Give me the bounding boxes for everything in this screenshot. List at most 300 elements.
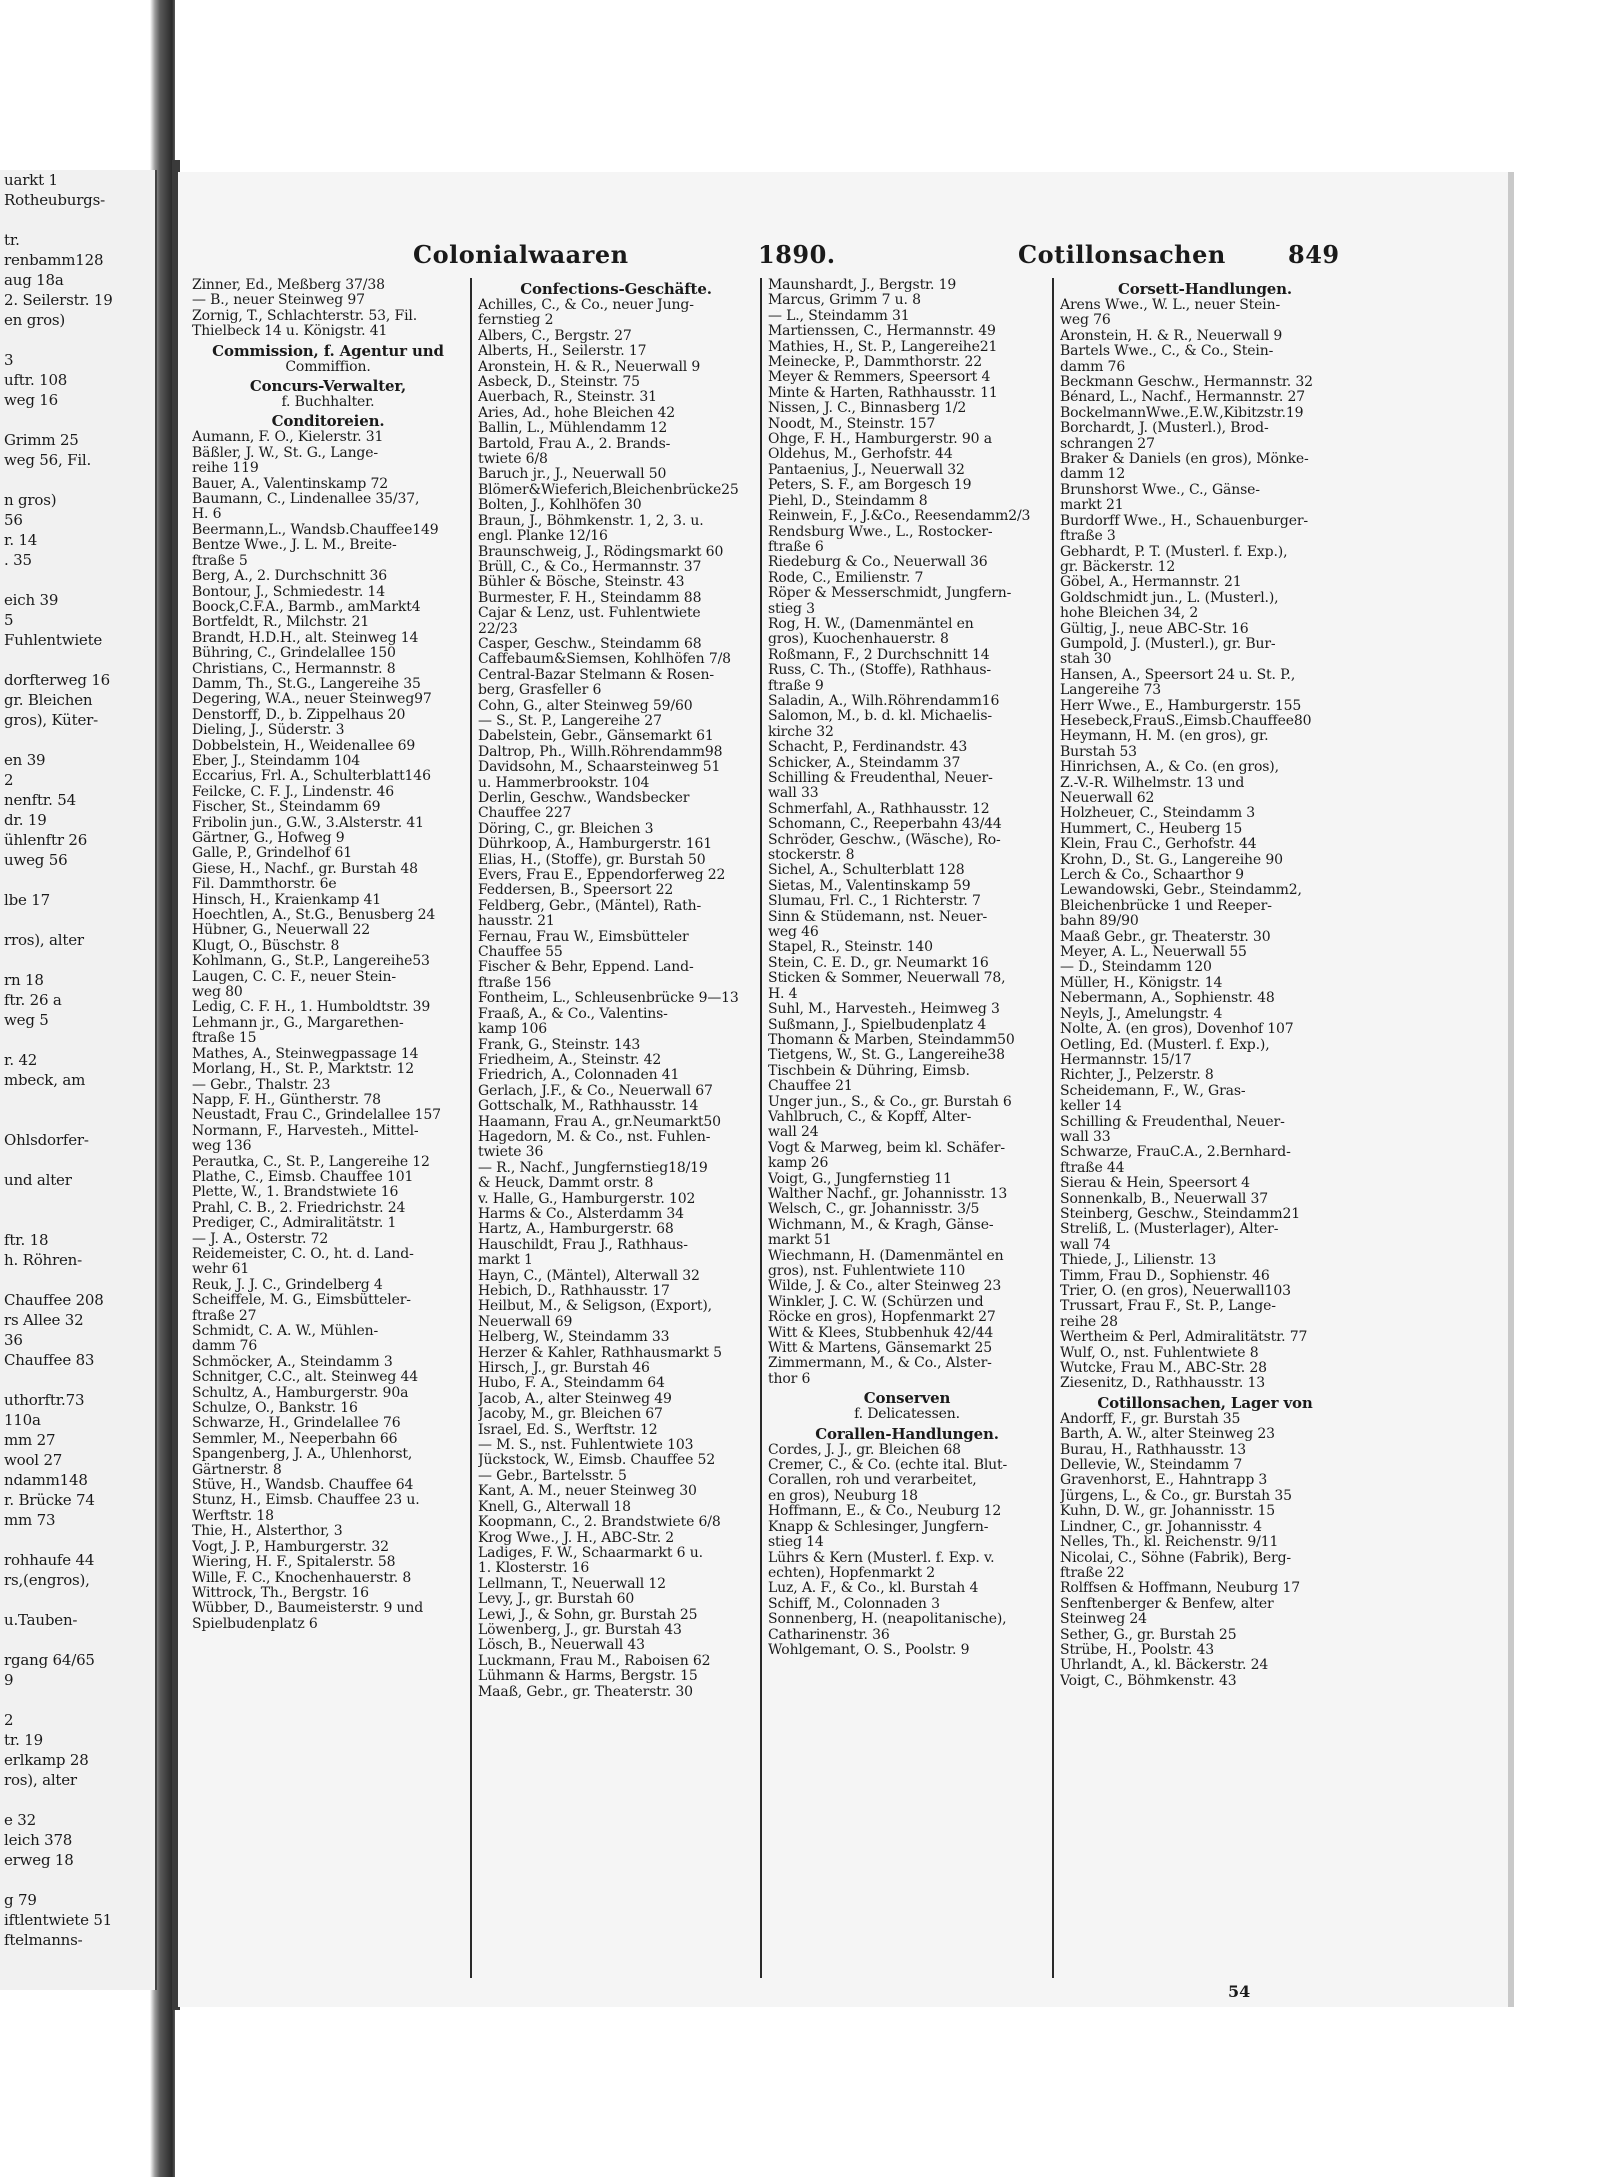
directory-entry: BockelmannWwe.,E.W.,Kibitzstr.19 (1060, 405, 1304, 421)
directory-entry: Russ, C. Th., (Stoffe), Rathhaus- (768, 663, 991, 679)
directory-entry: echten), Hopfenmarkt 2 (768, 1565, 935, 1581)
directory-entry: Eccarius, Frl. A., Schulterblatt146 (192, 769, 431, 785)
directory-entry: Degering, W.A., neuer Steinweg97 (192, 692, 432, 708)
left-page-fragment (0, 170, 157, 1990)
left-page-line: 110a (4, 1411, 41, 1429)
directory-entry: Rog, H. W., (Damenmäntel en (768, 616, 974, 632)
left-page-line: lbe 17 (4, 891, 50, 909)
directory-entry: Wübber, D., Baumeisterstr. 9 und (192, 1601, 424, 1617)
left-page-line (0, 1090, 155, 1110)
directory-entry: Oetling, Ed. (Musterl. f. Exp.), (1060, 1037, 1270, 1053)
directory-entry: Brunshorst Wwe., C., Gänse- (1060, 482, 1260, 498)
directory-entry: Frank, G., Steinstr. 143 (478, 1037, 641, 1053)
directory-entry: Spielbudenplatz 6 (192, 1616, 318, 1632)
header-year: 1890. (758, 240, 836, 269)
directory-entry: Sußmann, J., Spielbudenplatz 4 (768, 1017, 987, 1033)
directory-entry: Steinweg 24 (1060, 1612, 1147, 1628)
directory-entry: Thomann & Marben, Steindamm50 (768, 1032, 1015, 1048)
directory-entry: Sticken & Sommer, Neuerwall 78, (768, 971, 1006, 987)
directory-entry: Gravenhorst, E., Hahntrapp 3 (1060, 1473, 1268, 1489)
directory-entry: Schiff, M., Colonnaden 3 (768, 1596, 940, 1612)
directory-entry: Schicker, A., Steindamm 37 (768, 755, 961, 771)
left-page-line: 5 (4, 611, 14, 629)
directory-entry: Schwarze, FrauC.A., 2.Bernhard- (1060, 1145, 1291, 1161)
directory-entry: gr. Bäckerstr. 12 (1060, 559, 1176, 575)
directory-entry: Bühler & Bösche, Steinstr. 43 (478, 575, 685, 591)
directory-entry: Döring, C., gr. Bleichen 3 (478, 821, 654, 837)
directory-entry: Wittrock, Th., Bergstr. 16 (192, 1585, 369, 1601)
directory-entry: Helberg, W., Steindamm 33 (478, 1330, 670, 1346)
left-page-line: aug 18a (4, 271, 64, 289)
left-page-line: rs,(engros), (4, 1571, 90, 1589)
header-right-title: Cotillonsachen (1018, 240, 1226, 269)
directory-entry: Bolten, J., Kohlhöfen 30 (478, 498, 642, 514)
directory-entry: Zinner, Ed., Meßberg 37/38 (192, 278, 385, 293)
directory-entry: Kant, A. M., neuer Steinweg 30 (478, 1484, 697, 1500)
directory-entry: Sonnenkalb, B., Neuerwall 37 (1060, 1191, 1269, 1207)
left-page-line: weg 16 (4, 391, 58, 409)
directory-entry: Normann, F., Harvesteh., Mittel- (192, 1123, 419, 1139)
left-page-line: mm 73 (4, 1511, 56, 1529)
directory-entry: Lewi, J., & Sohn, gr. Burstah 25 (478, 1607, 698, 1623)
directory-entry: wall 24 (768, 1125, 819, 1141)
directory-entry: Burstah 53 (1060, 744, 1137, 760)
directory-entry: Lehmann jr., G., Margarethen- (192, 1015, 404, 1031)
left-page-line (0, 570, 155, 590)
directory-entry: — L., Steindamm 31 (768, 308, 910, 324)
left-page-line (0, 1150, 155, 1170)
directory-entry: Witt & Klees, Stubbenhuk 42/44 (768, 1325, 994, 1341)
directory-entry: Aronstein, H. & R., Neuerwall 9 (1060, 328, 1283, 344)
left-page-line: uweg 56 (4, 851, 68, 869)
directory-entry: Brüll, C., & Co., Hermannstr. 37 (478, 559, 702, 575)
directory-entry: Gumpold, J. (Musterl.), gr. Bur- (1060, 636, 1276, 652)
directory-entry: Perautka, C., St. P., Langereihe 12 (192, 1154, 430, 1170)
directory-entry: Gärtnerstr. 8 (192, 1462, 282, 1478)
left-page-line: mm 27 (4, 1431, 56, 1449)
directory-entry: Semmler, M., Neeperbahn 66 (192, 1431, 398, 1447)
directory-entry: Langereihe 73 (1060, 683, 1161, 699)
directory-entry: Jacoby, M., gr. Bleichen 67 (478, 1407, 663, 1423)
directory-entry: Maunshardt, J., Bergstr. 19 (768, 278, 957, 293)
directory-entry: Braun, J., Böhmkenstr. 1, 2, 3. u. (478, 513, 704, 529)
directory-entry: Oldehus, M., Gerhofstr. 44 (768, 447, 953, 463)
directory-entry: Dellevie, W., Steindamm 7 (1060, 1458, 1243, 1474)
directory-entry: Mathies, H., St. P., Langereihe21 (768, 339, 998, 355)
directory-entry: Chauffee 55 (478, 945, 563, 961)
left-page-line (0, 950, 155, 970)
directory-entry: damm 76 (192, 1339, 258, 1355)
directory-entry: Timm, Frau D., Sophienstr. 46 (1060, 1268, 1270, 1284)
directory-entry: Asbeck, D., Steinstr. 75 (478, 375, 640, 391)
left-page-line: uthorftr.73 (4, 1391, 85, 1409)
directory-entry: Wulf, O., nst. Fuhlentwiete 8 (1060, 1345, 1259, 1361)
directory-entry: — S., St. P., Langereihe 27 (478, 713, 662, 729)
directory-entry: Bartold, Frau A., 2. Brands- (478, 436, 671, 452)
directory-entry: Plette, W., 1. Brandstwiete 16 (192, 1185, 399, 1201)
directory-entry: fernstieg 2 (478, 313, 554, 329)
directory-entry: Beermann,L., Wandsb.Chauffee149 (192, 522, 439, 538)
directory-entry: Reidemeister, C. O., ht. d. Land- (192, 1246, 414, 1262)
directory-entry: Krog Wwe., J. H., ABC-Str. 2 (478, 1530, 675, 1546)
directory-entry: Rendsburg Wwe., L., Rostocker- (768, 524, 993, 540)
directory-entry: Evers, Frau E., Eppendorferweg 22 (478, 868, 726, 884)
section-crossref: f. Buchhalter. (281, 394, 375, 411)
directory-column-2 (478, 278, 754, 1700)
left-page-line: nenftr. 54 (4, 791, 76, 809)
directory-entry: ftraße 44 (1060, 1160, 1125, 1176)
left-page-line: e 32 (4, 1811, 36, 1829)
section-crossref: Commiffion. (285, 358, 371, 375)
directory-entry: Hagedorn, M. & Co., nst. Fuhlen- (478, 1129, 711, 1145)
directory-entry: Hinrichsen, A., & Co. (en gros), (1060, 760, 1279, 776)
left-page-line: rn 18 (4, 971, 44, 989)
directory-entry: Voigt, C., Böhmkenstr. 43 (1060, 1673, 1237, 1689)
directory-entry: markt 51 (768, 1233, 832, 1249)
directory-entry: bahn 89/90 (1060, 914, 1139, 930)
directory-entry: Martienssen, C., Hermannstr. 49 (768, 324, 996, 340)
directory-entry: Ladiges, F. W., Schaarmarkt 6 u. (478, 1545, 703, 1561)
directory-entry: Riedeburg & Co., Neuerwall 36 (768, 555, 988, 571)
directory-entry: Casper, Geschw., Steindamm 68 (478, 636, 702, 652)
left-page-line: renbamm128 (4, 251, 104, 269)
directory-entry: damm 76 (1060, 359, 1126, 375)
left-page-line (0, 1210, 155, 1230)
left-page-line: eich 39 (4, 591, 59, 609)
section-heading: Concurs-Verwalter, (249, 377, 407, 396)
directory-entry: Röper & Messerschmidt, Jungfern- (768, 586, 1012, 602)
directory-entry: Baruch jr., J., Neuerwall 50 (478, 467, 667, 483)
directory-entry: Uhrlandt, A., kl. Bäckerstr. 24 (1060, 1658, 1269, 1674)
directory-entry: Walther Nachf., gr. Johannisstr. 13 (768, 1186, 1008, 1202)
directory-entry: Noodt, M., Steinstr. 157 (768, 416, 936, 432)
directory-entry: weg 76 (1060, 313, 1111, 329)
left-page-line (0, 470, 155, 490)
left-page-line: rros), alter (4, 931, 84, 949)
directory-entry: Daltrop, Ph., Willh.Röhrendamm98 (478, 744, 723, 760)
directory-entry: Schnitger, C.C., alt. Steinweg 44 (192, 1370, 418, 1386)
left-page-line: tr. (4, 231, 20, 249)
directory-entry: Haamann, Frau A., gr.Neumarkt50 (478, 1114, 721, 1130)
section-heading: Conditoreien. (271, 412, 385, 431)
directory-entry: Braunschweig, J., Rödingsmarkt 60 (478, 544, 724, 560)
column-rule (760, 278, 762, 1978)
directory-entry: Friedrich, A., Colonnaden 41 (478, 1068, 680, 1084)
left-page-line (0, 1370, 155, 1390)
left-page-line: Grimm 25 (4, 431, 79, 449)
left-page-line: rohhaufe 44 (4, 1551, 95, 1569)
signature-mark: 54 (1228, 1982, 1251, 2001)
left-page-line: erweg 18 (4, 1851, 74, 1869)
directory-entry: twiete 6/8 (478, 452, 548, 468)
directory-entry: Knell, G., Alterwall 18 (478, 1499, 631, 1515)
directory-entry: Klein, Frau C., Gerhofstr. 44 (1060, 837, 1257, 853)
directory-entry: Aries, Ad., hohe Bleichen 42 (478, 405, 676, 421)
directory-entry: wall 74 (1060, 1237, 1111, 1253)
directory-entry: Andorff, F., gr. Burstah 35 (1060, 1411, 1241, 1427)
directory-entry: Fraaß, A., & Co., Valentins- (478, 1006, 668, 1022)
directory-entry: en gros), Neuburg 18 (768, 1488, 918, 1504)
left-page-line: en 39 (4, 751, 46, 769)
left-page-line: weg 56, Fil. (4, 451, 92, 469)
directory-entry: Prahl, C. B., 2. Friedrichstr. 24 (192, 1200, 406, 1216)
left-page-line: ftr. 26 a (4, 991, 62, 1009)
directory-entry: Bleichenbrücke 1 und Reeper- (1060, 898, 1272, 914)
left-page-line (0, 1530, 155, 1550)
directory-entry: Burau, H., Rathhausstr. 13 (1060, 1442, 1247, 1458)
directory-entry: Werftstr. 18 (192, 1508, 274, 1524)
directory-entry: Davidsohn, M., Schaarsteinweg 51 (478, 760, 721, 776)
directory-entry: Bénard, L., Nachf., Hermannstr. 27 (1060, 390, 1306, 406)
directory-entry: Holzheuer, C., Steindamm 3 (1060, 806, 1256, 822)
directory-entry: stah 30 (1060, 652, 1112, 668)
directory-entry: Tischbein & Dühring, Eimsb. (768, 1063, 970, 1079)
directory-entry: Blömer&Wieferich,Bleichenbrücke25 (478, 482, 739, 498)
directory-entry: Lösch, B., Neuerwall 43 (478, 1638, 645, 1654)
left-page-line: Chauffee 83 (4, 1351, 95, 1369)
directory-entry: Bontour, J., Schmiedestr. 14 (192, 584, 385, 600)
directory-entry: ftraße 156 (478, 975, 552, 991)
directory-entry: wall 33 (768, 786, 819, 802)
directory-entry: Gebhardt, P. T. (Musterl. f. Exp.), (1060, 544, 1288, 560)
directory-entry: Hubo, F. A., Steindamm 64 (478, 1376, 665, 1392)
directory-entry: Herzer & Kahler, Rathhausmarkt 5 (478, 1345, 722, 1361)
directory-entry: Trier, O. (en gros), Neuerwall103 (1060, 1284, 1291, 1299)
directory-entry: Pantaenius, J., Neuerwall 32 (768, 462, 965, 478)
left-page-line: n gros) (4, 491, 57, 509)
directory-entry: Berg, A., 2. Durchschnitt 36 (192, 569, 388, 585)
directory-entry: Hübner, G., Neuerwall 22 (192, 923, 371, 939)
directory-entry: Vogt & Marweg, beim kl. Schäfer- (768, 1140, 1005, 1156)
directory-entry: Schacht, P., Ferdinandstr. 43 (768, 740, 968, 756)
directory-entry: Wohlgemant, O. S., Poolstr. 9 (768, 1642, 970, 1658)
directory-entry: — J. A., Osterstr. 72 (192, 1231, 329, 1247)
directory-entry: Jürgens, L., & Co., gr. Burstah 35 (1060, 1488, 1292, 1504)
directory-entry: Slumau, Frl. C., 1 Richterstr. 7 (768, 894, 981, 910)
directory-entry: Eber, J., Steindamm 104 (192, 753, 360, 769)
directory-entry: Hebich, D., Rathhausstr. 17 (478, 1284, 670, 1299)
directory-entry: Giese, H., Nachf., gr. Burstah 48 (192, 861, 418, 877)
directory-entry: Aronstein, H. & R., Neuerwall 9 (478, 359, 701, 375)
directory-entry: Chauffee 227 (478, 806, 572, 822)
directory-entry: Heymann, H. M. (en gros), gr. (1060, 729, 1269, 745)
left-page-line: r. 42 (4, 1051, 38, 1069)
left-page-line (0, 210, 155, 230)
directory-entry: Vahlbruch, C., & Kopff, Alter- (768, 1109, 972, 1125)
directory-entry: wall 33 (1060, 1129, 1111, 1145)
directory-entry: markt 1 (478, 1253, 533, 1269)
directory-entry: Hansen, A., Speersort 24 u. St. P., (1060, 667, 1296, 683)
directory-entry: Wille, F. C., Knochenhauerstr. 8 (192, 1570, 412, 1586)
left-page-line: ros), alter (4, 1771, 77, 1789)
directory-entry: Lerch & Co., Schaarthor 9 (1060, 868, 1244, 884)
directory-entry: Scheidemann, F., W., Gras- (1060, 1083, 1246, 1099)
directory-entry: Central-Bazar Stelmann & Rosen- (478, 667, 714, 683)
directory-entry: Peters, S. F., am Borgesch 19 (768, 478, 972, 494)
directory-entry: Cordes, J. J., gr. Bleichen 68 (768, 1442, 961, 1458)
directory-entry: stieg 14 (768, 1535, 824, 1551)
directory-entry: Jückstock, W., Eimsb. Chauffee 52 (478, 1453, 716, 1469)
directory-entry: Galle, P., Grindelhof 61 (192, 846, 352, 862)
column-rule (1052, 278, 1054, 1978)
directory-entry: Bäßler, J. W., St. G., Lange- (192, 445, 378, 461)
directory-entry: keller 14 (1060, 1099, 1122, 1115)
left-page-line: en gros) (4, 311, 66, 329)
directory-entry: Heilbut, M., & Seligson, (Export), (478, 1299, 712, 1315)
directory-entry: Stunz, H., Eimsb. Chauffee 23 u. (192, 1493, 420, 1509)
directory-entry: v. Halle, G., Hamburgerstr. 102 (478, 1191, 696, 1207)
directory-entry: Wichmann, M., & Kragh, Gänse- (768, 1217, 994, 1233)
directory-entry: Harms & Co., Alsterdamm 34 (478, 1206, 684, 1222)
left-page-line: dorfterweg 16 (4, 671, 111, 689)
directory-entry: Denstorff, D., b. Zippelhaus 20 (192, 707, 406, 723)
directory-entry: Neuerwall 69 (478, 1314, 573, 1330)
directory-entry: hausstr. 21 (478, 914, 555, 930)
directory-entry: Krohn, D., St. G., Langereihe 90 (1060, 852, 1283, 868)
directory-column-4 (1060, 278, 1350, 1689)
left-page-line: ftr. 18 (4, 1231, 49, 1249)
directory-entry: schrangen 27 (1060, 436, 1155, 452)
left-page-line: 2. Seilerstr. 19 (4, 291, 113, 309)
directory-entry: Feddersen, B., Speersort 22 (478, 883, 674, 899)
directory-entry: Schulze, O., Bankstr. 16 (192, 1401, 358, 1417)
directory-entry: Witt & Martens, Gänsemarkt 25 (768, 1341, 992, 1357)
directory-entry: reihe 119 (192, 461, 259, 477)
directory-entry: 22/23 (478, 621, 518, 637)
directory-entry: Minte & Harten, Rathhausstr. 11 (768, 385, 998, 401)
directory-entry: Marcus, Grimm 7 u. 8 (768, 293, 921, 309)
left-page-line: iftlentwiete 51 (4, 1911, 113, 1929)
directory-entry: Feilcke, C. F. J., Lindenstr. 46 (192, 784, 395, 800)
directory-entry: Wutcke, Frau M., ABC-Str. 28 (1060, 1361, 1267, 1377)
directory-entry: ftraße 3 (1060, 529, 1116, 545)
directory-entry: berg, Grasfeller 6 (478, 683, 602, 699)
left-page-line (0, 1790, 155, 1810)
directory-entry: Nicolai, C., Söhne (Fabrik), Berg- (1060, 1550, 1291, 1566)
directory-entry: Derlin, Geschw., Wandsbecker (478, 791, 690, 806)
directory-entry: Bentze Wwe., J. L. M., Breite- (192, 538, 397, 554)
section-heading: Cotillonsachen, Lager von (1097, 1393, 1313, 1412)
column-rule (470, 278, 472, 1978)
directory-entry: Schmöcker, A., Steindamm 3 (192, 1354, 393, 1370)
directory-entry: H. 6 (192, 507, 222, 523)
left-page-line (0, 1590, 155, 1610)
directory-entry: Schwarze, H., Grindelallee 76 (192, 1416, 401, 1432)
directory-entry: Beckmann Geschw., Hermannstr. 32 (1060, 375, 1313, 391)
left-page-line (0, 910, 155, 930)
directory-entry: Laugen, C. C. F., neuer Stein- (192, 969, 396, 985)
directory-entry: u. Hammerbrookstr. 104 (478, 775, 650, 791)
left-page-line (0, 730, 155, 750)
directory-entry: Gültig, J., neue ABC-Str. 16 (1060, 621, 1249, 637)
left-page-line: tr. 19 (4, 1731, 43, 1749)
left-page-line (0, 410, 155, 430)
directory-entry: — Gebr., Thalstr. 23 (192, 1077, 331, 1093)
directory-entry: Meyer, A. L., Neuerwall 55 (1060, 945, 1247, 961)
left-page-line: rgang 64/65 (4, 1651, 95, 1669)
directory-entry: Sonnenberg, H. (neapolitanische), (768, 1612, 1007, 1628)
left-page-line: Fuhlentwiete (4, 631, 103, 649)
directory-entry: Burdorff Wwe., H., Schauenburger- (1060, 513, 1308, 529)
directory-entry: Bauer, A., Valentinskamp 72 (192, 476, 388, 492)
directory-entry: Scheiffele, M. G., Eimsbütteler- (192, 1293, 411, 1309)
directory-entry: Chauffee 21 (768, 1079, 853, 1095)
directory-entry: wehr 61 (192, 1262, 250, 1278)
directory-entry: Alberts, H., Seilerstr. 17 (478, 344, 647, 360)
left-page-line: 2 (4, 1711, 14, 1729)
directory-entry: Cohn, G., alter Steinweg 59/60 (478, 698, 693, 714)
left-page-line: dr. 19 (4, 811, 47, 829)
directory-entry: Nebermann, A., Sophienstr. 48 (1060, 991, 1275, 1007)
directory-entry: Strübe, H., Poolstr. 43 (1060, 1642, 1215, 1658)
directory-entry: Plathe, C., Eimsb. Chauffee 101 (192, 1169, 414, 1185)
directory-entry: Kohlmann, G., St.P., Langereihe53 (192, 954, 430, 970)
left-page-line: r. 14 (4, 531, 38, 549)
directory-entry: Damm, Th., St.G., Langereihe 35 (192, 676, 421, 692)
directory-entry: — Gebr., Bartelsstr. 5 (478, 1468, 627, 1484)
directory-entry: Luz, A. F., & Co., kl. Burstah 4 (768, 1581, 979, 1597)
section-heading: Corallen-Handlungen. (815, 1424, 999, 1443)
directory-entry: ftraße 5 (192, 553, 248, 569)
section-heading: Corsett-Handlungen. (1117, 280, 1293, 298)
directory-entry: weg 46 (768, 925, 819, 941)
directory-entry: Gerlach, J.F., & Co., Neuerwall 67 (478, 1083, 713, 1099)
directory-entry: Nissen, J. C., Binnasberg 1/2 (768, 401, 967, 417)
directory-entry: Herr Wwe., E., Hamburgerstr. 155 (1060, 698, 1302, 714)
left-page-line: g 79 (4, 1891, 37, 1909)
directory-entry: Löwenberg, J., gr. Burstah 43 (478, 1622, 682, 1638)
directory-entry: Voigt, G., Jungfernstieg 11 (768, 1171, 952, 1187)
directory-entry: Cajar & Lenz, ust. Fuhlentwiete (478, 606, 701, 622)
directory-entry: Israel, Ed. S., Werftstr. 12 (478, 1422, 658, 1438)
directory-entry: Lellmann, T., Neuerwall 12 (478, 1576, 666, 1592)
directory-entry: ftraße 15 (192, 1031, 257, 1047)
directory-entry: Morlang, H., St. P., Marktstr. 12 (192, 1062, 414, 1078)
left-page-line (0, 1270, 155, 1290)
directory-entry: Salomon, M., b. d. kl. Michaelis- (768, 709, 992, 725)
directory-entry: Schomann, C., Reeperbahn 43/44 (768, 817, 1002, 833)
directory-entry: Senftenberger & Benfew, alter (1060, 1596, 1274, 1612)
directory-entry: Sinn & Stüdemann, nst. Neuer- (768, 909, 988, 925)
directory-entry: hohe Bleichen 34, 2 (1060, 606, 1199, 622)
left-page-line: erlkamp 28 (4, 1751, 89, 1769)
directory-entry: Gärtner, G., Hofweg 9 (192, 831, 345, 846)
left-page-line: ftelmanns- (4, 1931, 83, 1949)
directory-entry: Hoechtlen, A., St.G., Benusberg 24 (192, 908, 436, 924)
directory-entry: Winkler, J. C. W. (Schürzen und (768, 1294, 984, 1310)
directory-entry: Brandt, H.D.H., alt. Steinweg 14 (192, 630, 419, 646)
directory-entry: Baumann, C., Lindenallee 35/37, (192, 492, 420, 508)
left-page-line: u.Tauben- (4, 1611, 78, 1629)
directory-entry: gros), Kuochenhauerstr. 8 (768, 632, 949, 648)
directory-entry: Hummert, C., Heuberg 15 (1060, 821, 1243, 837)
directory-entry: Bortfeldt, R., Milchstr. 21 (192, 615, 370, 631)
directory-entry: markt 21 (1060, 498, 1124, 514)
page-header (178, 240, 1378, 272)
directory-entry: Sierau & Hein, Speersort 4 (1060, 1176, 1250, 1192)
directory-entry: Levy, J., gr. Burstah 60 (478, 1592, 635, 1608)
left-page-line (0, 1690, 155, 1710)
directory-entry: Roßmann, F., 2 Durchschnitt 14 (768, 647, 990, 663)
directory-entry: Steinberg, Geschw., Steindamm21 (1060, 1206, 1301, 1222)
directory-entry: Stein, C. E. D., gr. Neumarkt 16 (768, 955, 989, 971)
directory-entry: Wilde, J. & Co., alter Steinweg 23 (768, 1279, 1002, 1295)
left-page-line: 9 (4, 1671, 14, 1689)
directory-entry: Richter, J., Pelzerstr. 8 (1060, 1068, 1214, 1084)
directory-entry: Maaß Gebr., gr. Theaterstr. 30 (1060, 929, 1271, 945)
directory-entry: Fil. Dammthorstr. 6e (192, 877, 337, 893)
directory-entry: weg 136 (192, 1139, 252, 1155)
